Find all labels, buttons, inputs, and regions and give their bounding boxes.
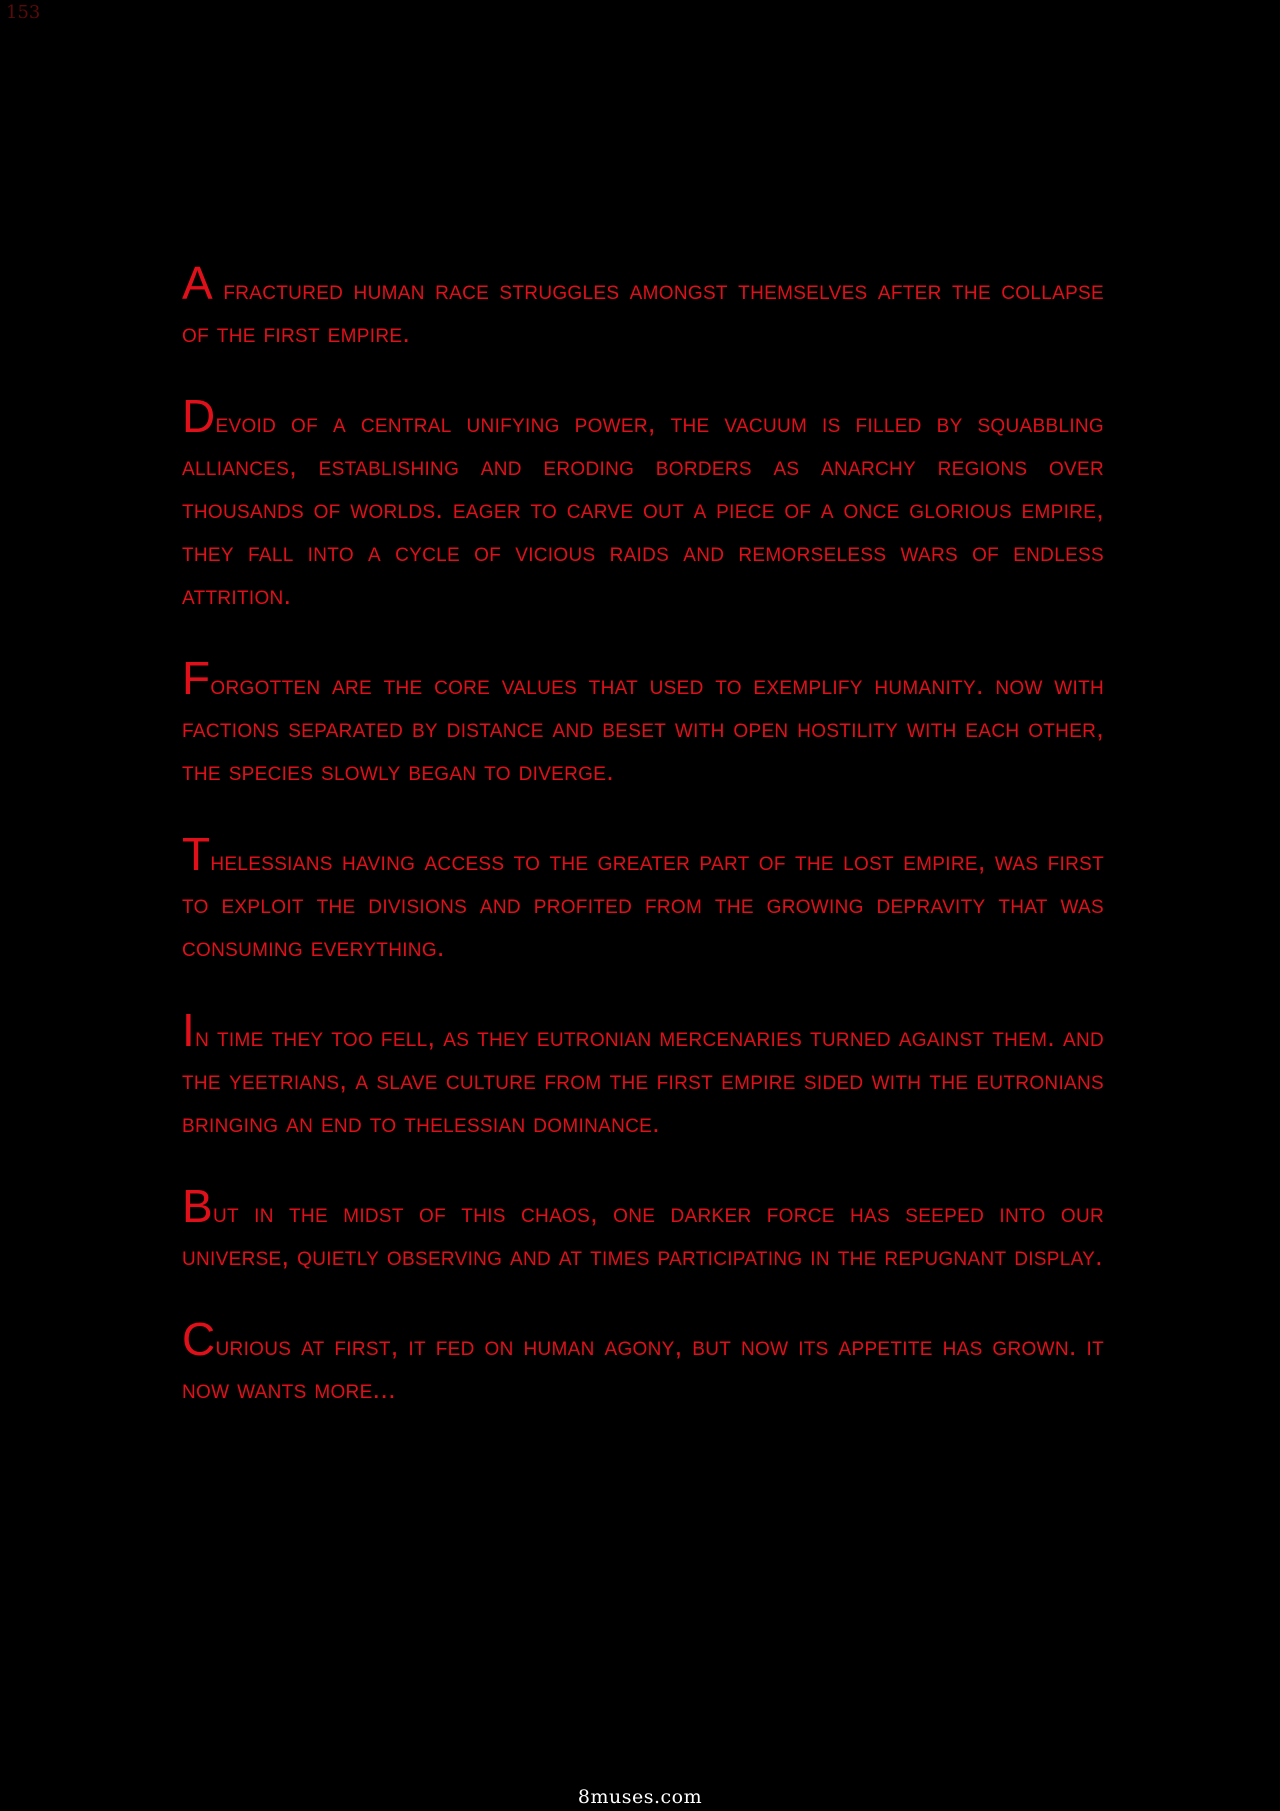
story-paragraph-7: Curious at first, it fed on human agony, but now its appetite has grown. it now wants more...: [182, 1313, 1104, 1404]
story-paragraph-6: But in the midst of this chaos, one darker force has seeped into our universe, quietly observing and at times participating in the repugnant display.: [182, 1180, 1104, 1271]
story-paragraph-2: Devoid of a central unifying power, the vacuum is filled by squabbling alliances, establishing and eroding borders as anarchy regions over thousands of worlds. eager to carve out a piece of a once glorious empire, they fall into a cycle of vicious raids and remorseless wars of endless attrition.: [182, 390, 1104, 610]
story-paragraph-1: A fractured human race struggles amongst themselves after the collapse of the first empire.: [182, 257, 1104, 348]
page-number: 153: [6, 2, 41, 23]
story-paragraph-4: Thelessians having access to the greater part of the lost empire, was first to exploit the divisions and profited from the growing depravity that was consuming everything.: [182, 828, 1104, 962]
story-paragraph-3: Forgotten are the core values that used to exemplify humanity. now with factions separated by distance and beset with open hostility with each other, the species slowly began to diverge.: [182, 652, 1104, 786]
story-paragraph-5: In time they too fell, as they eutronian mercenaries turned against them. and the yeetrians, a slave culture from the first empire sided with the eutronians bringing an end to thelessian dominance.: [182, 1004, 1104, 1138]
site-watermark: 8muses.com: [577, 1786, 703, 1808]
story-text: [182, 257, 1104, 1451]
